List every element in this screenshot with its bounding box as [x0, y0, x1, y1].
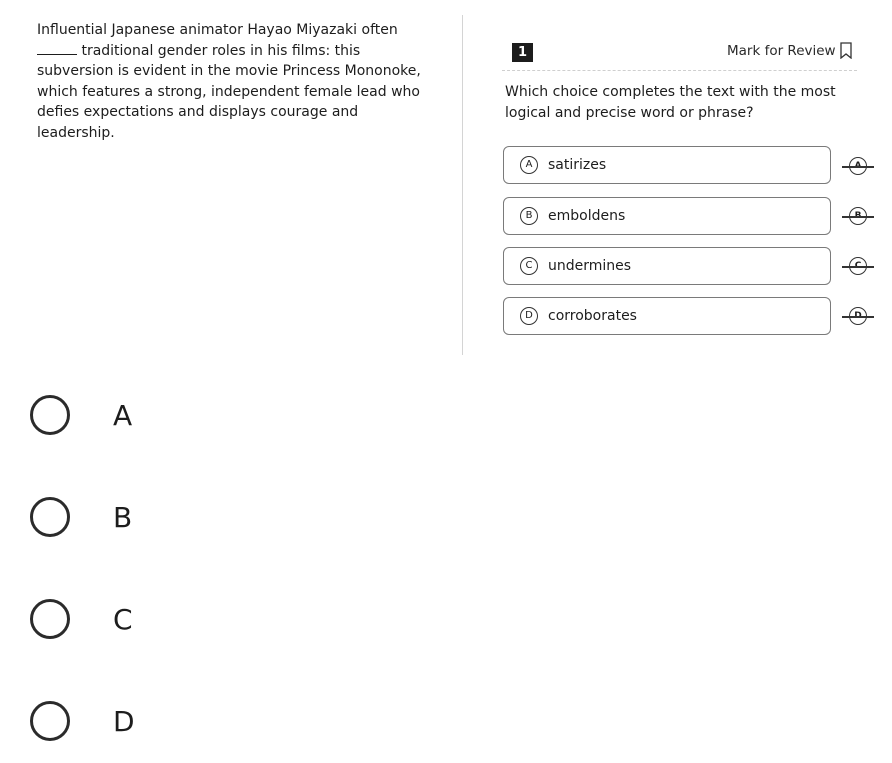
- strikethrough-icon: [842, 316, 874, 318]
- passage-line-6: leadership.: [37, 124, 115, 141]
- radio-button-b[interactable]: [30, 497, 70, 537]
- passage-line-5: defies expectations and displays courage and: [37, 104, 359, 121]
- passage-line-2: [37, 41, 445, 62]
- strikethrough-icon: [842, 166, 874, 168]
- choice-b[interactable]: [503, 197, 831, 235]
- passage-line-3: subversion is evident in the movie Princess Mononoke,: [37, 63, 421, 80]
- choice-c[interactable]: [503, 247, 831, 285]
- passage-line-4: which features a strong, independent female lead who: [37, 83, 420, 100]
- column-divider: [462, 15, 463, 355]
- passage-text: [37, 20, 445, 144]
- strikethrough-icon: [842, 266, 874, 268]
- radio-button-a[interactable]: [30, 395, 70, 435]
- radio-option-c[interactable]: [30, 596, 133, 642]
- radio-label-c: C: [113, 602, 133, 636]
- radio-button-d[interactable]: [30, 701, 70, 741]
- choice-d-text: corroborates: [548, 308, 637, 324]
- choice-b-letter: B: [520, 207, 538, 225]
- question-number-badge: 1: [512, 43, 533, 62]
- passage-line-2-text: traditional gender roles in his films: this: [81, 42, 361, 59]
- choice-d-letter: D: [520, 307, 538, 325]
- radio-option-a[interactable]: [30, 392, 132, 438]
- choice-c-text: undermines: [548, 258, 632, 274]
- choice-d[interactable]: [503, 297, 831, 335]
- mark-for-review-label: Mark for Review: [727, 42, 836, 59]
- passage-line-1: Influential Japanese animator Hayao Miyazaki often: [37, 22, 398, 38]
- question-prompt: Which choice completes the text with the most logical and precise word or phrase?: [505, 84, 836, 121]
- choice-a[interactable]: [503, 146, 831, 184]
- radio-label-b: B: [113, 500, 133, 534]
- radio-label-d: D: [113, 704, 135, 738]
- choice-a-text: satirizes: [548, 157, 607, 173]
- eliminate-d-button[interactable]: [842, 305, 874, 329]
- mark-for-review-button[interactable]: [727, 42, 852, 59]
- answer-blank: [37, 42, 77, 55]
- strikethrough-icon: [842, 216, 874, 218]
- radio-option-b[interactable]: [30, 494, 132, 540]
- eliminate-b-button[interactable]: [842, 205, 874, 229]
- radio-button-c[interactable]: [30, 599, 70, 639]
- bookmark-icon: [840, 42, 852, 59]
- choice-c-letter: C: [520, 257, 538, 275]
- header-divider: [502, 70, 857, 71]
- choice-b-text: emboldens: [548, 208, 626, 224]
- radio-label-a: A: [113, 398, 133, 432]
- eliminate-c-button[interactable]: [842, 255, 874, 279]
- radio-option-d[interactable]: [30, 698, 135, 744]
- choice-a-letter: A: [520, 156, 538, 174]
- eliminate-a-button[interactable]: [842, 155, 874, 179]
